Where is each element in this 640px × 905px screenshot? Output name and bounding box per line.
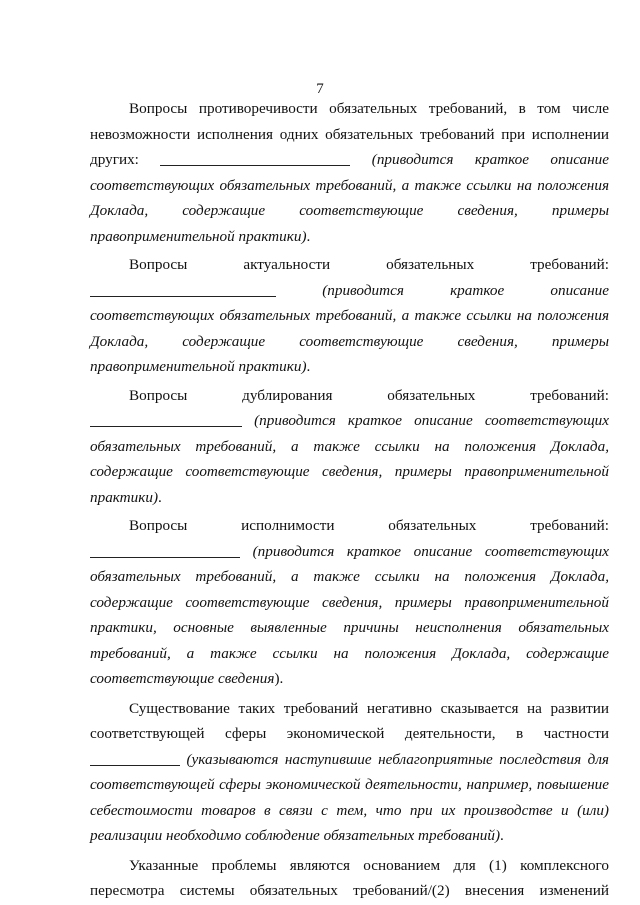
- fill-in-blank: [160, 150, 350, 166]
- paragraph-relevance: Вопросы актуальности обязательных требований: (приводится краткое описание соответствующих обязательных требований, а также ссылки на положения Доклада, содержащие соответствующие сведения, примеры правоприменительной практики).: [90, 256, 609, 375]
- paragraph-note: (приводится краткое описание соответствующих обязательных требований, а также ссылки на положения Доклада, содержащие соответствующие сведения, примеры правоприменительной практики): [90, 151, 610, 245]
- fill-in-blank: [90, 411, 242, 427]
- document-body: [90, 96, 609, 904]
- paragraph-contradictions: Вопросы противоречивости обязательных требований, в том числе невозможности исполнения одних обязательных требований при исполнении других: (приводится краткое описание соответствующих обязательных требований, а также ссылки на положения Доклада, содержащие соответствующие сведения, примеры правоприменительной практики).: [90, 100, 610, 245]
- fill-in-blank: [90, 542, 240, 558]
- fill-in-blank: [90, 281, 276, 297]
- fill-in-blank: [90, 750, 180, 766]
- paragraph-lead: Вопросы противоречивости обязательных требований, в том числе невозможности исполнения одних обязательных требований при исполнении других:: [90, 100, 609, 168]
- paragraph-lead: Вопросы актуальности обязательных требований:: [129, 256, 609, 273]
- paragraph-grounds: [90, 853, 609, 904]
- paragraph-note: (приводится краткое описание соответствующих обязательных требований, а также ссылки на положения Доклада, содержащие соответствующие сведения, примеры правоприменительной практики): [90, 281, 609, 375]
- paragraph-note: (указываются наступившие неблагоприятные последствия для соответствующей сферы экономической деятельности, например, повышение себестоимости товаров в связи с тем, что при их производстве и (или) реализации необходимо соблюдение обязательных требований): [90, 750, 609, 844]
- paragraph-lead: Существование таких требований негативно сказывается на развитии соответствующей сферы экономической деятельности, в частности: [90, 699, 609, 742]
- paragraph-duplication: Вопросы дублирования обязательных требований: (приводится краткое описание соответствующих обязательных требований, а также ссылки на положения Доклада, содержащие соответствующие сведения, примеры правоприменительной практики).: [90, 386, 609, 506]
- paragraph-text: Указанные проблемы являются основанием для (1) комплексного пересмотра системы обязательных требований/(2) внесения изменений: [90, 856, 609, 899]
- paragraph-note: (приводится краткое описание соответствующих обязательных требований, а также ссылки на положения Доклада, содержащие соответствующие сведения, примеры правоприменительной практики, основные выявленные причины неисполнения обязательных требований, а также ссылки на положения Доклада, содержащие соответствующие сведения: [90, 542, 609, 687]
- paragraph-note: (приводится краткое описание соответствующих обязательных требований, а также ссылки на положения Доклада, содержащие соответствующие сведения, примеры правоприменительной практики): [90, 412, 609, 506]
- paragraph-consequences: Существование таких требований негативно сказывается на развитии соответствующей сферы экономической деятельности, в частности (указываются наступившие неблагоприятные последствия для соответствующей сферы экономической деятельности, например, повышение себестоимости товаров в связи с тем, что при их производстве и (или) реализации необходимо соблюдение обязательных требований).: [90, 699, 609, 844]
- paragraph-enforceability: Вопросы исполнимости обязательных требований: (приводится краткое описание соответствующих обязательных требований, а также ссылки на положения Доклада, содержащие соответствующие сведения, примеры правоприменительной практики, основные выявленные причины неисполнения обязательных требований, а также ссылки на положения Доклада, содержащие соответствующие сведения).: [90, 517, 609, 687]
- paragraph-lead: Вопросы дублирования обязательных требований:: [129, 386, 609, 404]
- page-number: 7: [316, 81, 324, 97]
- paragraph-lead: Вопросы исполнимости обязательных требований:: [129, 517, 609, 534]
